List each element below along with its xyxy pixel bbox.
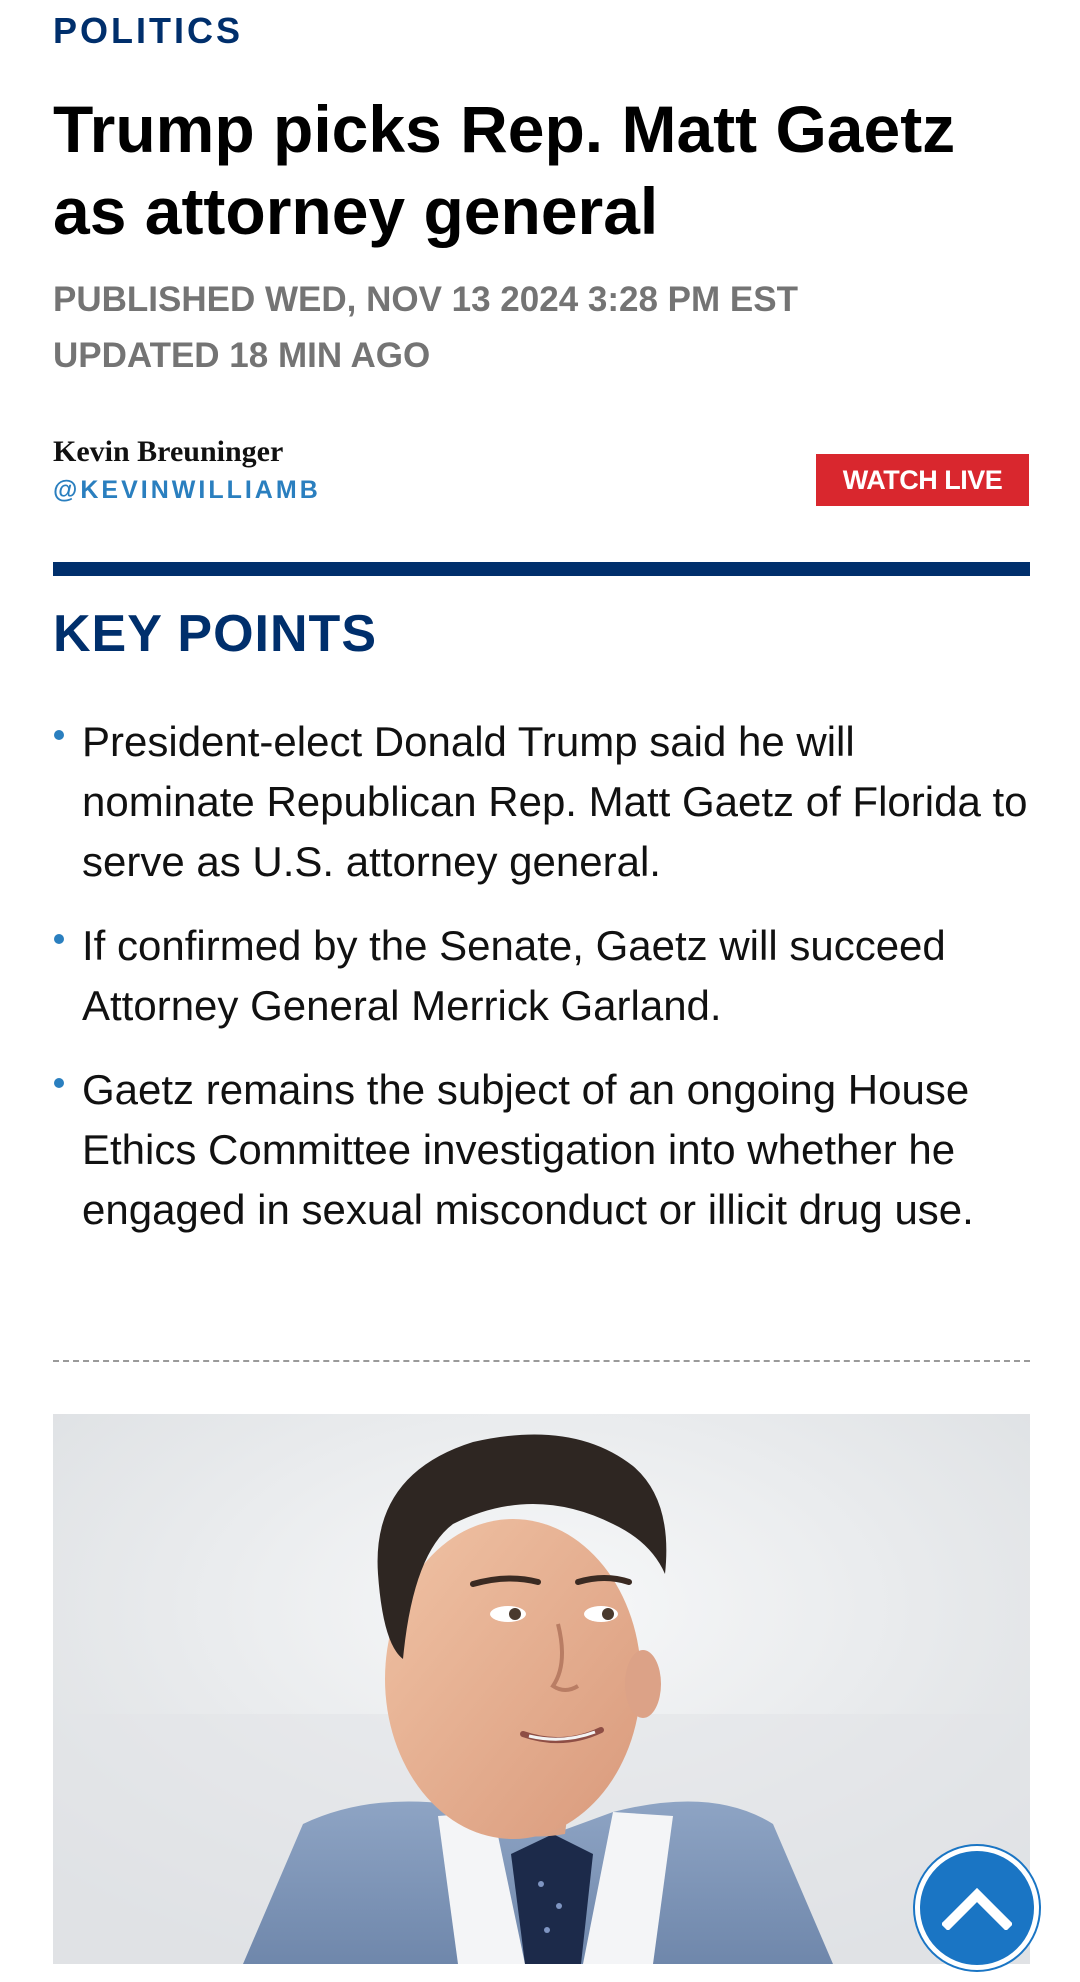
chevron-up-icon	[942, 1886, 1012, 1930]
watch-live-button[interactable]: WATCH LIVE	[816, 454, 1029, 506]
updated-timestamp: UPDATED 18 MIN AGO	[53, 336, 431, 375]
key-points-title: KEY POINTS	[53, 605, 378, 663]
key-point-text: If confirmed by the Senate, Gaetz will succeed Attorney General Merrick Garland.	[82, 922, 946, 1029]
bullet-icon	[54, 1078, 64, 1088]
byline	[53, 434, 321, 510]
article-photo[interactable]	[53, 1414, 1030, 1964]
bullet-icon	[54, 730, 64, 740]
key-point-item	[53, 1060, 1030, 1240]
key-point-item	[53, 712, 1030, 892]
dashed-divider	[53, 1360, 1030, 1362]
scroll-to-top-button[interactable]	[915, 1846, 1039, 1970]
section-divider	[53, 562, 1030, 576]
section-label[interactable]: POLITICS	[53, 10, 244, 51]
key-point-text: Gaetz remains the subject of an ongoing House Ethics Committee investigation into whether he engaged in sexual misconduct or illicit drug use.	[82, 1066, 974, 1233]
article-timestamps	[53, 272, 798, 384]
bullet-icon	[54, 934, 64, 944]
key-points-list	[53, 712, 1030, 1264]
published-timestamp: PUBLISHED WED, NOV 13 2024 3:28 PM EST	[53, 280, 798, 319]
author-handle-link[interactable]: @KEVINWILLIAMB	[53, 476, 321, 504]
key-point-text: President-elect Donald Trump said he will nominate Republican Rep. Matt Gaetz of Florida to serve as U.S. attorney general.	[82, 718, 1028, 885]
key-point-item	[53, 916, 1030, 1036]
article-headline: Trump picks Rep. Matt Gaetz as attorney general	[53, 92, 956, 248]
portrait-illustration	[53, 1414, 1030, 1964]
author-name[interactable]: Kevin Breuninger	[53, 435, 284, 468]
